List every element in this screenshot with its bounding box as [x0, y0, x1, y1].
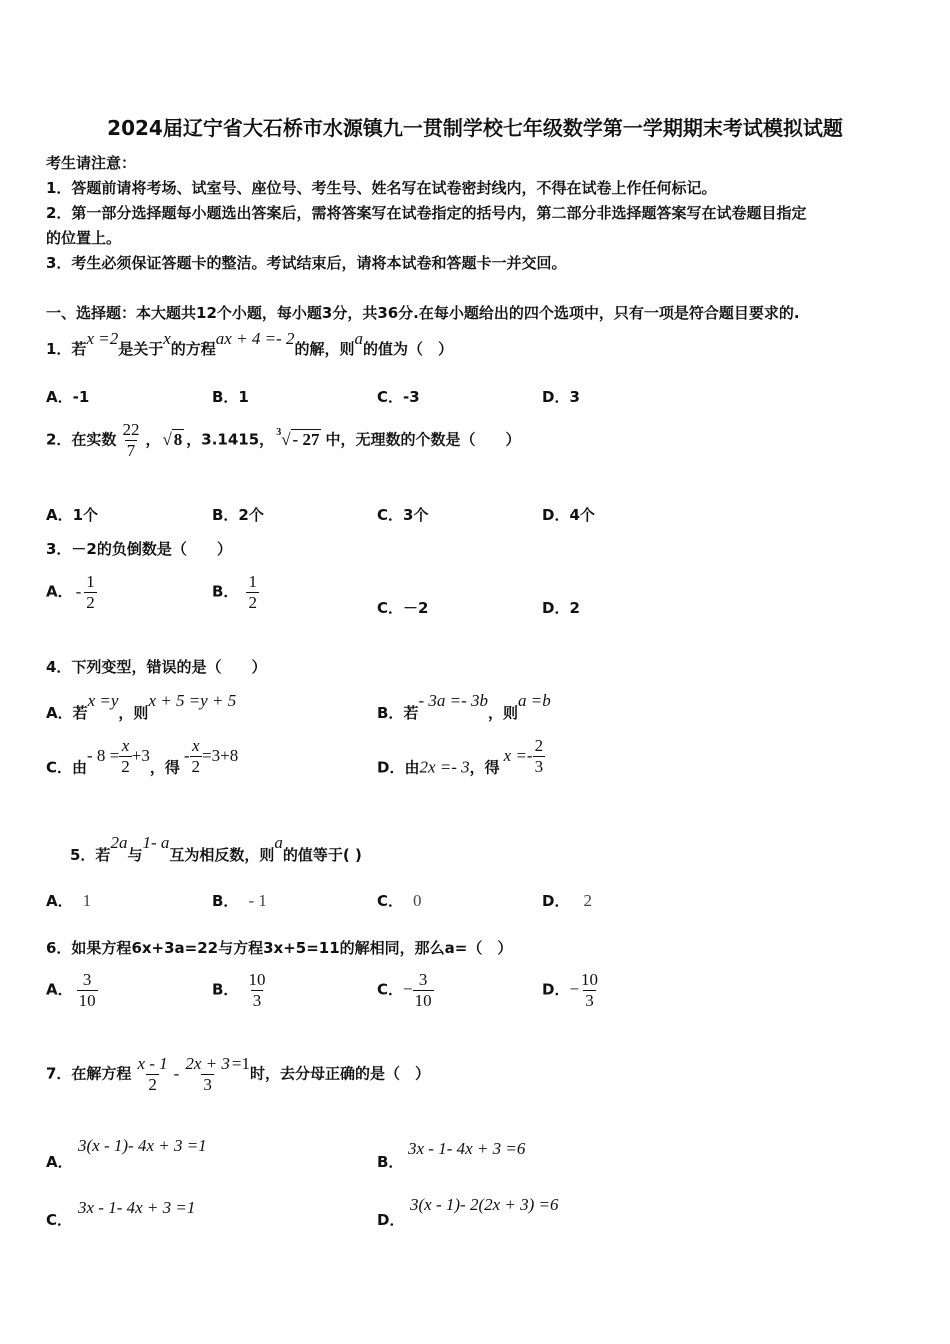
q4-d-fraction [533, 736, 546, 776]
q5-a-value: 1 [82, 891, 92, 910]
q4-c-text-a: C．由 [46, 758, 88, 777]
q6-option-c[interactable] [377, 970, 434, 1010]
q5-d-label: D． [542, 892, 570, 910]
q7-option-d-math[interactable]: 3(x - 1)- 2(2x + 3) =6 [410, 1195, 559, 1214]
q5-b-label: B． [212, 892, 239, 910]
q2-root-index: 3 [276, 426, 282, 438]
q5-b-value: - 1 [248, 891, 267, 910]
q3-option-a[interactable] [46, 572, 97, 612]
q2-option-d[interactable]: D．4个 [542, 506, 595, 524]
q7-minus: - [173, 1063, 180, 1083]
question-1 [46, 329, 453, 359]
q5-option-c[interactable] [377, 890, 422, 911]
q4-a-text-a: A．若 [46, 704, 88, 722]
q2-option-a[interactable]: A．1个 [46, 506, 99, 524]
section-heading: 一、选择题：本大题共12个小题，每小题3分，共36分.在每小题给出的四个选项中，只有一项是符合题目要求的. [46, 304, 800, 322]
q7-option-c-math[interactable]: 3x - 1- 4x + 3 =1 [78, 1198, 196, 1217]
q6-c-num: 3 [418, 970, 428, 989]
q4-b-math-2: a =b [518, 691, 551, 710]
q4-c-den-1: 2 [121, 756, 130, 776]
q5-text-c: 互为相反数，则 [169, 846, 275, 864]
q3-b-num: 1 [248, 572, 257, 591]
q3-b-fraction [246, 572, 259, 612]
q6-d-den: 3 [585, 990, 594, 1010]
q1-text-a: 1．若 [46, 340, 87, 358]
q6-c-sign: − [403, 979, 413, 999]
q2-fraction-22-7 [120, 420, 141, 460]
q5-text-b: 与 [127, 846, 143, 864]
notice-item-1: 1．答题前请将考场、试室号、座位号、考生号、姓名写在试卷密封线内，不得在试卷上作任何标记。 [46, 179, 717, 197]
q7-option-b-math[interactable]: 3x - 1- 4x + 3 =6 [408, 1139, 526, 1158]
q1-option-c[interactable]: C．-3 [377, 388, 420, 406]
q3-option-d[interactable]: D．2 [542, 599, 580, 617]
q5-math-a: a [274, 833, 283, 852]
q7-fraction-2 [183, 1054, 232, 1094]
question-2 [46, 420, 520, 460]
q4-c-fraction-2 [190, 736, 203, 776]
q2-text-a: 2．在实数 [46, 430, 117, 449]
q7-equals-1: =1 [231, 1053, 250, 1073]
q4-d-den: 3 [534, 756, 544, 776]
q4-option-c[interactable] [46, 736, 239, 788]
q1-math-x-eq-2: x =2 [86, 329, 119, 348]
q5-d-value: 2 [583, 891, 592, 910]
q2-option-b[interactable]: B．2个 [212, 506, 264, 524]
q4-c-fraction-1 [119, 736, 132, 776]
q2-cbrt-radicand: - 27 [292, 429, 320, 449]
q4-c-num-1: x [121, 736, 130, 755]
q5-option-d[interactable] [542, 890, 592, 911]
question-3: 3．－2的负倒数是（ ） [46, 540, 232, 558]
q5-c-value: 0 [413, 891, 422, 910]
q3-b-label: B． [212, 582, 239, 601]
q4-c-text-b: ，得 [149, 758, 180, 777]
q6-option-a[interactable] [46, 970, 98, 1010]
q4-d-text-b: ，得 [469, 758, 500, 777]
question-6: 6．如果方程6x+3a=22与方程3x+5=11的解相同，那么a=（ ） [46, 939, 513, 957]
q3-option-b[interactable] [212, 572, 259, 612]
question-7 [46, 1054, 430, 1094]
q2-sqrt-8: √ 8 [162, 429, 183, 449]
q4-d-num: 2 [534, 736, 544, 755]
q5-c-label: C． [377, 892, 404, 910]
notice-heading: 考生请注意： [46, 154, 137, 172]
q3-a-sign: - [75, 581, 82, 601]
q7-option-c-label[interactable]: C． [46, 1211, 73, 1229]
q4-c-math-1a: - 8 = [87, 745, 120, 765]
q6-option-b[interactable] [212, 970, 267, 1010]
q3-a-den: 2 [86, 592, 95, 612]
q5-option-a[interactable] [46, 890, 91, 911]
question-4: 4．下列变型，错误的是（ ） [46, 658, 267, 676]
q7-option-a-math[interactable]: 3(x - 1)- 4x + 3 =1 [78, 1136, 207, 1155]
q4-d-text-a: D．由 [377, 758, 420, 777]
page-title: 2024届辽宁省大石桥市水源镇九一贯制学校七年级数学第一学期期末考试模拟试题 [107, 116, 843, 140]
notice-item-3: 3．考生必须保证答题卡的整洁。考试结束后，请将本试卷和答题卡一并交回。 [46, 254, 567, 272]
q1-text-d: 的解，则 [294, 340, 355, 358]
q2-frac-num: 22 [122, 420, 140, 439]
q4-b-text-a: B．若 [377, 704, 419, 722]
q5-text-d: 的值等于( ) [282, 846, 362, 864]
q6-a-label: A． [46, 980, 73, 999]
q1-text-b: 是关于 [118, 340, 164, 358]
q5-math-2a: 2a [110, 833, 128, 852]
q3-a-num: 1 [86, 572, 95, 591]
q1-math-a: a [354, 329, 363, 348]
q6-a-fraction [77, 970, 98, 1010]
q2-text-c: 中，无理数的个数是（ ） [325, 430, 521, 449]
q1-math-equation: ax + 4 =- 2 [215, 329, 295, 348]
q5-math-1-minus-a: 1- a [142, 833, 170, 852]
q6-a-num: 3 [82, 970, 92, 989]
q3-a-label: A． [46, 582, 73, 601]
q4-option-b[interactable] [377, 691, 551, 723]
q2-sqrt-radicand: 8 [173, 429, 183, 449]
q7-option-d-label[interactable]: D． [377, 1211, 405, 1229]
q1-option-a[interactable]: A．-1 [46, 388, 90, 406]
q6-b-fraction [246, 970, 267, 1010]
q4-d-math-1: 2x =- 3 [419, 757, 470, 777]
q4-option-a[interactable] [46, 691, 237, 723]
q7-text-b: 时，去分母正确的是（ ） [249, 1064, 430, 1083]
q4-c-num-2: x [192, 736, 200, 755]
q4-a-math-2: x + 5 =y + 5 [148, 691, 237, 710]
q6-c-fraction [413, 970, 434, 1010]
q6-d-fraction [579, 970, 600, 1010]
q2-option-c[interactable]: C．3个 [377, 506, 429, 524]
q6-c-den: 10 [414, 990, 432, 1010]
q6-d-num: 10 [581, 970, 599, 989]
q7-fraction-1 [135, 1054, 169, 1094]
q4-option-d[interactable] [377, 736, 545, 788]
q6-d-label: D． [542, 980, 570, 999]
q4-a-math-1: x =y [87, 691, 119, 710]
q7-option-b-label[interactable]: B． [377, 1153, 404, 1171]
q1-option-b[interactable]: B．1 [212, 388, 249, 406]
q1-math-x: x [163, 329, 171, 348]
q6-b-num: 10 [248, 970, 266, 989]
q4-b-math-1: - 3a =- 3b [418, 691, 488, 710]
q4-a-text-b: ，则 [118, 704, 149, 722]
q6-b-label: B． [212, 980, 239, 999]
q7-frac2-den: 3 [203, 1074, 212, 1094]
q6-a-den: 10 [78, 990, 96, 1010]
q4-c-math-1b: +3 [131, 745, 150, 765]
q5-text-a: 5．若 [70, 846, 111, 864]
q4-c-den-2: 2 [191, 756, 201, 776]
q3-option-c[interactable]: C．－2 [377, 599, 429, 617]
q7-option-a-label[interactable]: A． [46, 1153, 73, 1171]
q5-a-label: A． [46, 892, 73, 910]
q2-cbrt-neg27: $^3$√ - 27 [276, 426, 320, 449]
q5-option-b[interactable] [212, 890, 267, 911]
q7-frac1-den: 2 [148, 1074, 157, 1094]
q4-b-text-b: ，则 [487, 704, 518, 722]
q4-c-math-2a: - [183, 745, 190, 765]
q7-text-a: 7．在解方程 [46, 1064, 132, 1083]
q6-c-label: C． [377, 980, 404, 999]
q1-option-d[interactable]: D．3 [542, 388, 580, 406]
q3-b-den: 2 [248, 592, 257, 612]
q2-text-b: ，3.1415， [186, 430, 275, 449]
q4-d-math-2: x =- [503, 745, 533, 765]
notice-item-2: 2．第一部分选择题每小题选出答案后，需将答案写在试卷指定的括号内，第二部分非选择题答案写在试卷题目指定 [46, 204, 807, 222]
q6-d-sign: − [569, 979, 580, 999]
q6-option-d[interactable] [542, 970, 600, 1010]
q2-frac-den: 7 [126, 440, 136, 460]
q6-b-den: 3 [252, 990, 262, 1010]
q1-text-e: 的值为（ ） [362, 340, 453, 358]
q7-frac1-num: x - 1 [137, 1054, 168, 1073]
q3-a-fraction [84, 572, 97, 612]
q1-text-c: 的方程 [170, 340, 216, 358]
notice-item-2-cont: 的位置上。 [46, 229, 122, 247]
q2-comma: ， [145, 430, 161, 449]
q7-frac2-num: 2x + 3 [185, 1054, 230, 1073]
q4-c-math-2b: =3+8 [202, 745, 239, 765]
question-5 [70, 833, 362, 865]
